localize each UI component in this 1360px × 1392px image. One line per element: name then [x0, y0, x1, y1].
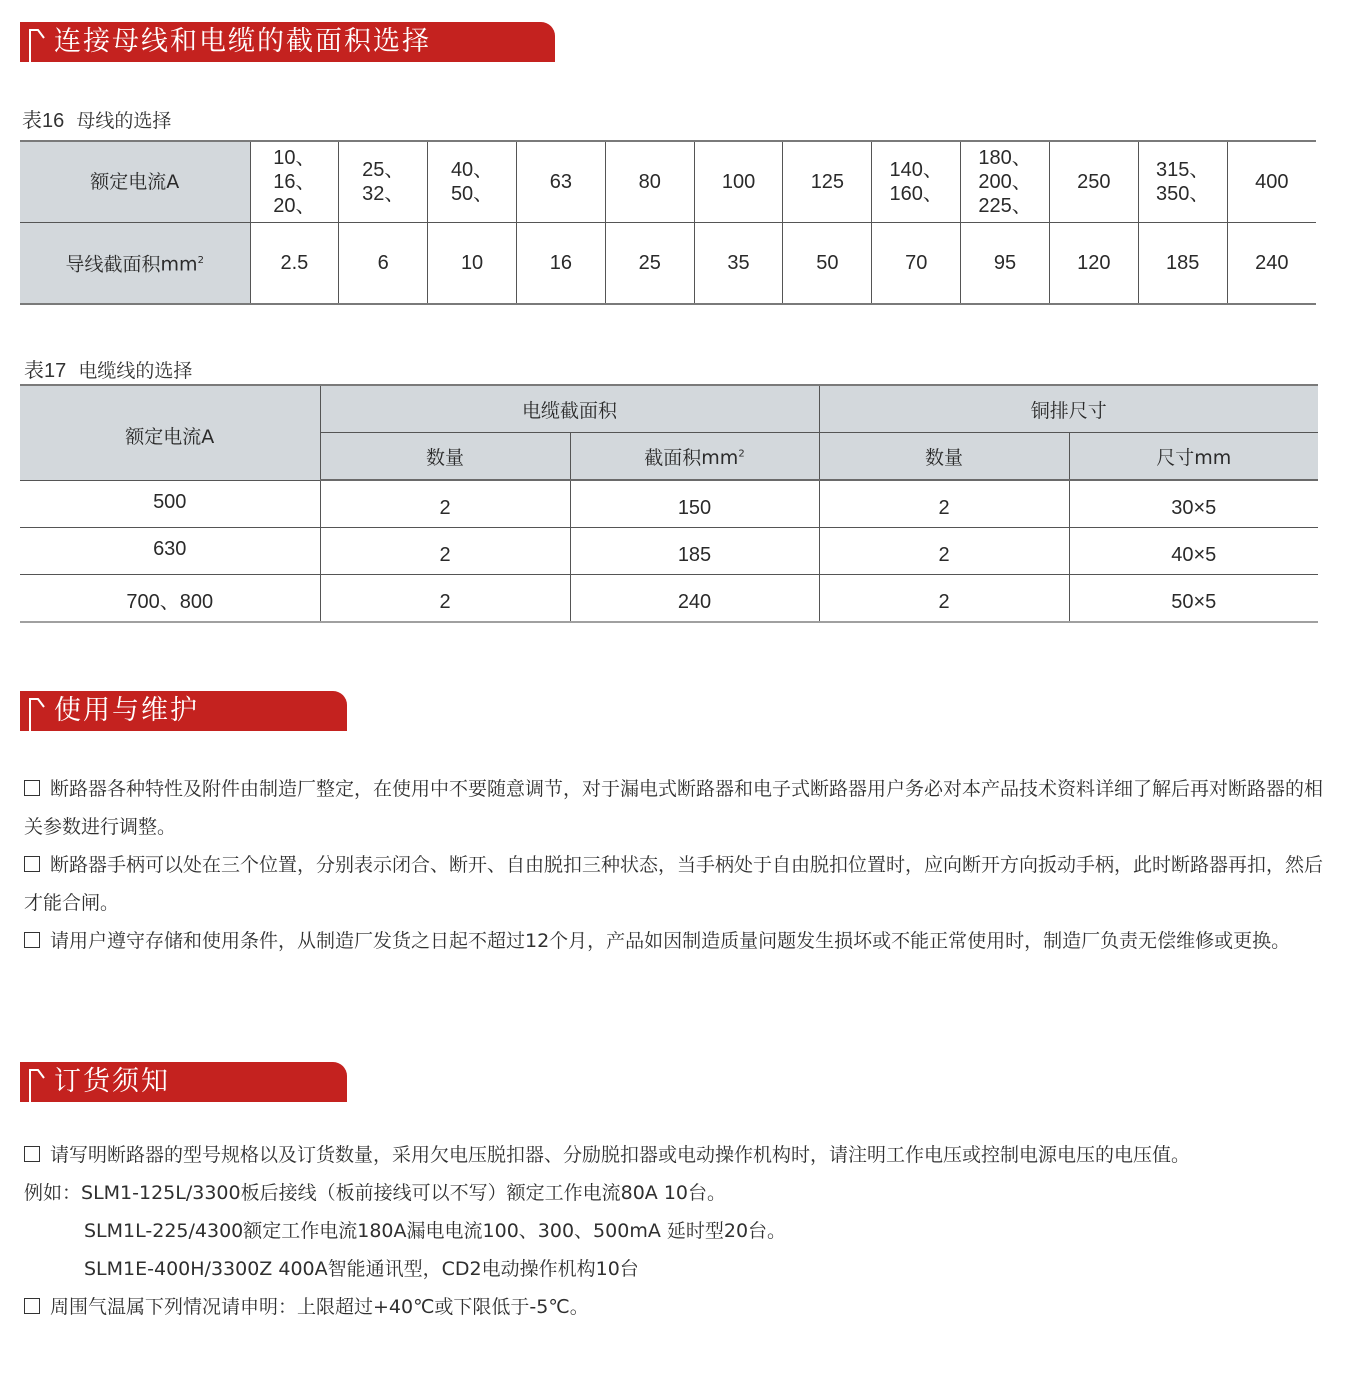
- current-cell: 40、 50、: [428, 141, 517, 223]
- cable-area-cell: 150: [570, 480, 819, 528]
- column-group-cable: 电缆截面积: [320, 385, 819, 433]
- row-header: 导线截面积$mm^2$: [20, 223, 250, 305]
- list-item: 断路器各种特性及附件由制造厂整定，在使用中不要随意调节，对于漏电式断路器和电子式断路器用户务必对本产品技术资料详细了解后再对断路器的相关参数进行调整。: [24, 778, 1324, 838]
- section-title: 使用与维护: [54, 695, 199, 726]
- copper-qty-cell: 2: [819, 528, 1069, 575]
- cable-qty-cell: 2: [320, 528, 570, 575]
- table-row: [20, 480, 1318, 528]
- ordering-notes: [24, 1136, 1324, 1326]
- current-cell: 630: [20, 528, 320, 575]
- checkbox-bullet-icon: [24, 1298, 40, 1314]
- section-banner-connect: [20, 22, 555, 62]
- current-cell: 250: [1049, 141, 1138, 223]
- list-item: 断路器手柄可以处在三个位置，分别表示闭合、断开、自由脱扣三种状态，当手柄处于自由脱扣位置时，应向断开方向扳动手柄，此时断路器再扣，然后才能合闸。: [24, 854, 1324, 914]
- current-cell: 10、 16、 20、: [250, 141, 339, 223]
- current-cell: 100: [694, 141, 783, 223]
- column-header-copper-size: 尺寸mm: [1069, 433, 1318, 481]
- copper-size-cell: 30×5: [1069, 480, 1318, 528]
- area-cell: 120: [1049, 223, 1138, 305]
- row-header: 额定电流A: [20, 141, 250, 223]
- table16-caption: 表16 母线的选择: [22, 110, 172, 132]
- checkbox-bullet-icon: [24, 780, 40, 796]
- current-cell: 315、 350、: [1138, 141, 1227, 223]
- current-cell: 400: [1227, 141, 1316, 223]
- table-row-current: [20, 141, 1316, 223]
- area-cell: 6: [339, 223, 428, 305]
- cable-area-cell: 185: [570, 528, 819, 575]
- usage-notes: [24, 770, 1324, 960]
- area-cell: 240: [1227, 223, 1316, 305]
- column-header-copper-qty: 数量: [819, 433, 1069, 481]
- area-cell: 16: [516, 223, 605, 305]
- current-cell: 180、 200、 225、: [961, 141, 1050, 223]
- table-row: [20, 575, 1318, 623]
- copper-qty-cell: 2: [819, 575, 1069, 623]
- current-cell: 25、 32、: [339, 141, 428, 223]
- copper-qty-cell: 2: [819, 480, 1069, 528]
- column-header-cable-area: 截面积$mm^2$: [570, 433, 819, 481]
- cable-qty-cell: 2: [320, 480, 570, 528]
- current-cell: 700、800: [126, 591, 214, 613]
- current-cell: 125: [783, 141, 872, 223]
- checkbox-bullet-icon: [24, 932, 40, 948]
- area-cell: 70: [872, 223, 961, 305]
- area-cell: 10: [428, 223, 517, 305]
- column-header-rated-current: 额定电流A: [20, 385, 320, 480]
- area-cell: 95: [961, 223, 1050, 305]
- current-cell: 63: [516, 141, 605, 223]
- copper-size-cell: 40×5: [1069, 528, 1318, 575]
- example-line: 例如：SLM1-125L/3300板后接线（板前接线可以不写）额定工作电流80A 10台。: [24, 1182, 726, 1204]
- column-group-copper: 铜排尺寸: [819, 385, 1318, 433]
- section-title: 连接母线和电缆的截面积选择: [54, 26, 431, 57]
- header-row: [20, 385, 1318, 433]
- table-row-area: [20, 223, 1316, 305]
- section-title: 订货须知: [54, 1066, 170, 1097]
- example-line: SLM1E-400H/3300Z 400A智能通讯型，CD2电动操作机构10台: [84, 1258, 639, 1280]
- list-item: 请用户遵守存储和使用条件，从制造厂发货之日起不超过12个月，产品如因制造质量问题发生损坏或不能正常使用时，制造厂负责无偿维修或更换。: [24, 922, 1324, 960]
- table-row: [20, 528, 1318, 575]
- checkbox-bullet-icon: [24, 856, 40, 872]
- area-cell: 50: [783, 223, 872, 305]
- cable-selection-table: [20, 384, 1318, 623]
- busbar-selection-table: [20, 140, 1316, 305]
- area-cell: 25: [605, 223, 694, 305]
- current-cell: 140、 160、: [872, 141, 961, 223]
- cable-qty-cell: 2: [320, 575, 570, 623]
- section-banner-usage: [20, 691, 347, 731]
- cable-area-cell: 240: [570, 575, 819, 623]
- table17-caption: 表17 电缆线的选择: [24, 360, 193, 382]
- copper-size-cell: 50×5: [1069, 575, 1318, 623]
- corner-hook-icon: [28, 1066, 46, 1102]
- area-cell: 35: [694, 223, 783, 305]
- current-cell: 500: [20, 480, 320, 528]
- section-banner-ordering: [20, 1062, 347, 1102]
- example-line: SLM1L-225/4300额定工作电流180A漏电电流100、300、500mA 延时型20台。: [84, 1220, 787, 1242]
- area-cell: 2.5: [250, 223, 339, 305]
- current-cell: 80: [605, 141, 694, 223]
- column-header-cable-qty: 数量: [320, 433, 570, 481]
- corner-hook-icon: [28, 26, 46, 62]
- list-item: 请写明断路器的型号规格以及订货数量，采用欠电压脱扣器、分励脱扣器或电动操作机构时，请注明工作电压或控制电源电压的电压值。: [24, 1136, 1324, 1174]
- checkbox-bullet-icon: [24, 1146, 40, 1162]
- list-item: 周围气温属下列情况请申明：上限超过+40℃或下限低于-5℃。: [24, 1288, 1324, 1326]
- corner-hook-icon: [28, 695, 46, 731]
- area-cell: 185: [1138, 223, 1227, 305]
